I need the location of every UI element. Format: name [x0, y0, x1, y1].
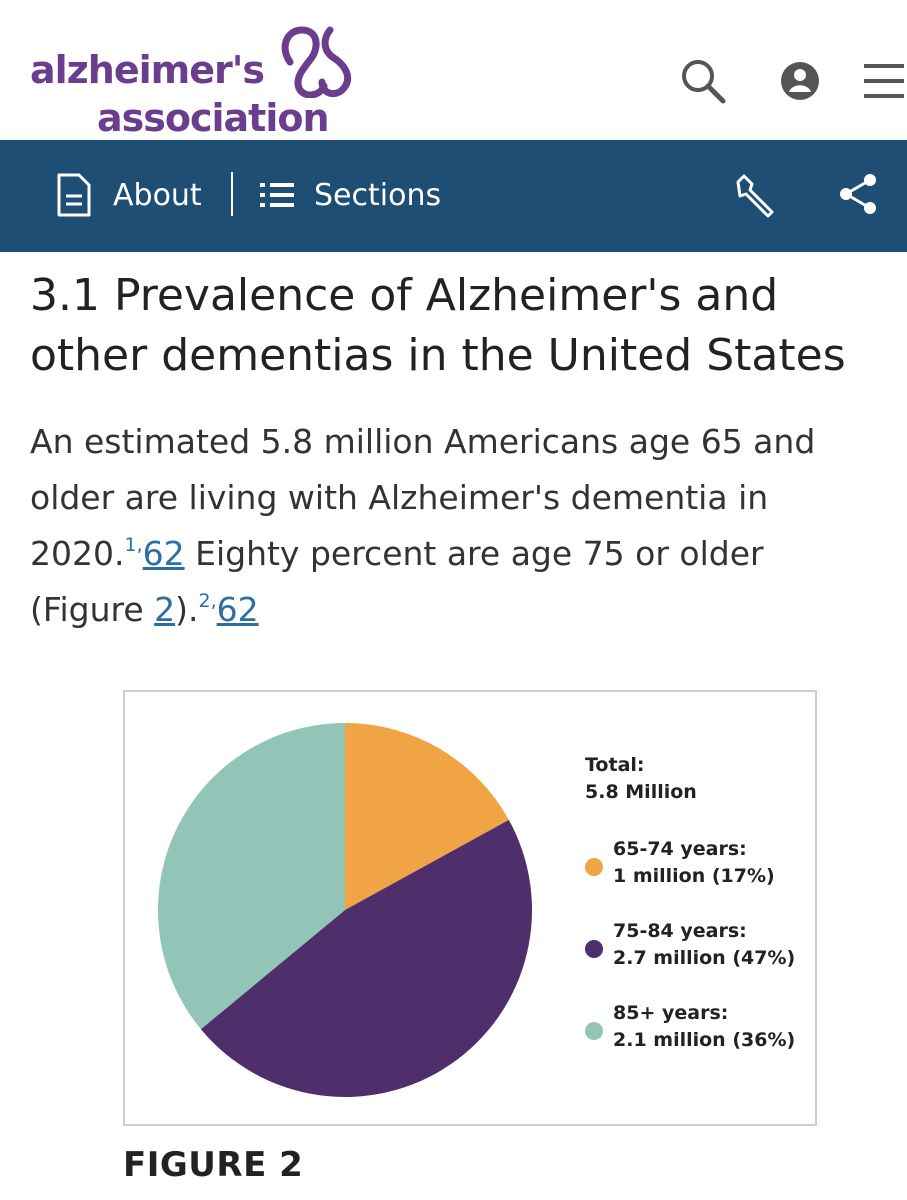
toolbar-divider	[231, 172, 233, 216]
site-header	[0, 0, 907, 140]
legend-text-85-plus	[613, 1000, 795, 1054]
document-icon	[55, 172, 93, 218]
legend-name-85-plus: 85+ years:	[613, 1002, 729, 1024]
share-icon[interactable]	[836, 172, 880, 216]
menu-icon[interactable]	[858, 56, 907, 106]
legend-detail-75-84: 2.7 million (47%)	[613, 947, 796, 969]
legend-detail-85-plus: 2.1 million (36%)	[613, 1029, 796, 1051]
figure-label: FIGURE 2	[123, 1145, 304, 1185]
page-title: 3.1 Prevalence of Alzheimer's and other dementias in the United States	[30, 270, 846, 381]
citation-2: 2,	[198, 590, 217, 612]
figure-2-chart	[123, 690, 817, 1126]
legend-text-75-84	[613, 918, 795, 972]
search-icon[interactable]	[678, 56, 728, 106]
intro-text-3: ).	[175, 590, 199, 629]
sections-label: Sections	[314, 177, 442, 213]
legend-swatch-85-plus	[585, 1022, 603, 1040]
citation-link-62[interactable]: 62	[142, 534, 185, 573]
account-icon[interactable]	[775, 56, 825, 106]
total-label: Total:	[585, 754, 645, 776]
sections-button[interactable]	[260, 170, 441, 220]
logo-mark-icon	[280, 26, 360, 98]
about-label: About	[113, 177, 202, 213]
section-toolbar	[0, 140, 907, 252]
logo-text-line1: alzheimer's	[30, 48, 264, 92]
intro-paragraph	[30, 414, 870, 638]
about-button[interactable]	[55, 170, 202, 220]
alzheimers-association-logo[interactable]	[30, 26, 360, 140]
logo-text-line2: association	[97, 96, 329, 140]
wrench-icon[interactable]	[730, 170, 780, 220]
legend-detail-65-74: 1 million (17%)	[613, 865, 775, 887]
figure-2-link[interactable]: 2	[154, 590, 176, 629]
legend-name-75-84: 75-84 years:	[613, 920, 747, 942]
legend-swatch-65-74	[585, 858, 603, 876]
total-value: 5.8 Million	[585, 781, 697, 803]
citation-link-62-b[interactable]: 62	[216, 590, 259, 629]
legend-swatch-75-84	[585, 940, 603, 958]
legend-total	[585, 752, 697, 806]
list-icon	[260, 180, 294, 210]
citation-1: 1,	[124, 534, 143, 556]
intro-text-1: An estimated 5.8 million Americans age 65 and older are living with Alzheimer's dementia in 2020.	[30, 422, 816, 573]
legend-text-65-74	[613, 836, 775, 890]
legend-name-65-74: 65-74 years:	[613, 838, 747, 860]
age-distribution-pie-chart	[155, 720, 535, 1100]
intro-text-2: Eighty percent are age 75 or older (Figure	[30, 534, 764, 629]
